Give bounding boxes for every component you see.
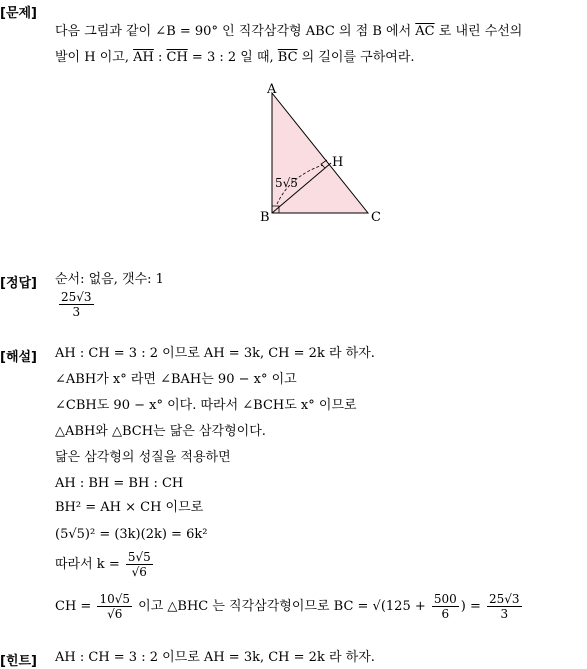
bc-denominator: 3 [500, 607, 509, 621]
bc-fraction [487, 592, 522, 621]
inner-fraction [432, 592, 459, 621]
answer-denominator: 3 [72, 305, 81, 319]
explanation-line-7: BH² = AH × CH 이므로 [55, 500, 204, 515]
inner-numerator: 500 [433, 592, 457, 606]
answer-frac [59, 290, 94, 319]
hint-line-1: AH : CH = 3 : 2 이므로 AH = 3k, CH = 2k 라 하자. [55, 650, 375, 665]
answer-numerator: 25√3 [61, 290, 92, 304]
bc-equals: ) = [460, 599, 486, 614]
problem-text: 로 내린 수선의 [434, 24, 523, 39]
problem-text: 의 길이를 구하여라. [297, 50, 415, 65]
problem-line-1 [55, 24, 522, 40]
ch-fraction [97, 592, 132, 621]
segment-bc: $\overline{BC}$ [277, 50, 298, 65]
ratio-colon: : [153, 50, 167, 65]
explanation-label: [해설] [0, 350, 37, 365]
triangle-abc [272, 93, 368, 213]
bc-text: 이고 △BHC 는 직각삼각형이므로 BC = √(125 + [134, 599, 430, 614]
ch-prefix: CH = [55, 599, 96, 614]
explanation-line-10 [55, 592, 524, 621]
ch-numerator: 10√5 [99, 592, 131, 606]
point-a-label: A [267, 82, 277, 97]
answer-label: [정답] [0, 276, 37, 291]
problem-text: 발이 H 이고, [55, 50, 134, 65]
explanation-line-4: △ABH와 △BCH는 닮은 삼각형이다. [55, 424, 266, 439]
explanation-line-6: AH : BH = BH : CH [55, 476, 184, 491]
k-fraction [126, 550, 153, 579]
bh-length-label: 5√5 [275, 176, 298, 190]
explanation-line-1: AH : CH = 3 : 2 이므로 AH = 3k, CH = 2k 라 하자. [55, 346, 375, 361]
explanation-line-8: (5√5)² = (3k)(2k) = 6k² [55, 527, 208, 542]
k-prefix: 따라서 k = [55, 557, 124, 572]
point-h-label: H [332, 155, 344, 170]
problem-line-2 [55, 50, 415, 66]
explanation-line-9 [55, 550, 155, 579]
problem-text: = 3 : 2 일 때, [187, 50, 278, 65]
answer-line-1: 순서: 없음, 갯수: 1 [55, 272, 164, 287]
segment-ah: $\overline{AH}$ [133, 50, 154, 65]
segment-ac: $\overline{AC}$ [415, 24, 435, 39]
explanation-line-5: 닮은 삼각형의 성질을 적용하면 [55, 450, 231, 465]
problem-label: [문제] [0, 6, 37, 21]
ch-denominator: √6 [107, 607, 123, 621]
triangle-figure [255, 80, 390, 230]
explanation-line-3: ∠CBH도 90 − x° 이다. 따라서 ∠BCH도 x° 이므로 [55, 398, 357, 413]
problem-text: 다음 그림과 같이 ∠B = 90° 인 직각삼각형 ABC 의 점 B 에서 [55, 24, 416, 39]
point-b-label: B [260, 210, 270, 225]
answer-fraction [57, 290, 96, 319]
explanation-line-2: ∠ABH가 x° 라면 ∠BAH는 90 − x° 이고 [55, 372, 297, 387]
k-numerator: 5√5 [127, 550, 151, 564]
k-denominator: √6 [131, 565, 147, 579]
inner-denominator: 6 [441, 607, 450, 621]
segment-ch: $\overline{CH}$ [166, 50, 188, 65]
point-c-label: C [371, 210, 381, 225]
bc-numerator: 25√3 [489, 592, 520, 606]
hint-label: [힌트] [0, 654, 37, 669]
